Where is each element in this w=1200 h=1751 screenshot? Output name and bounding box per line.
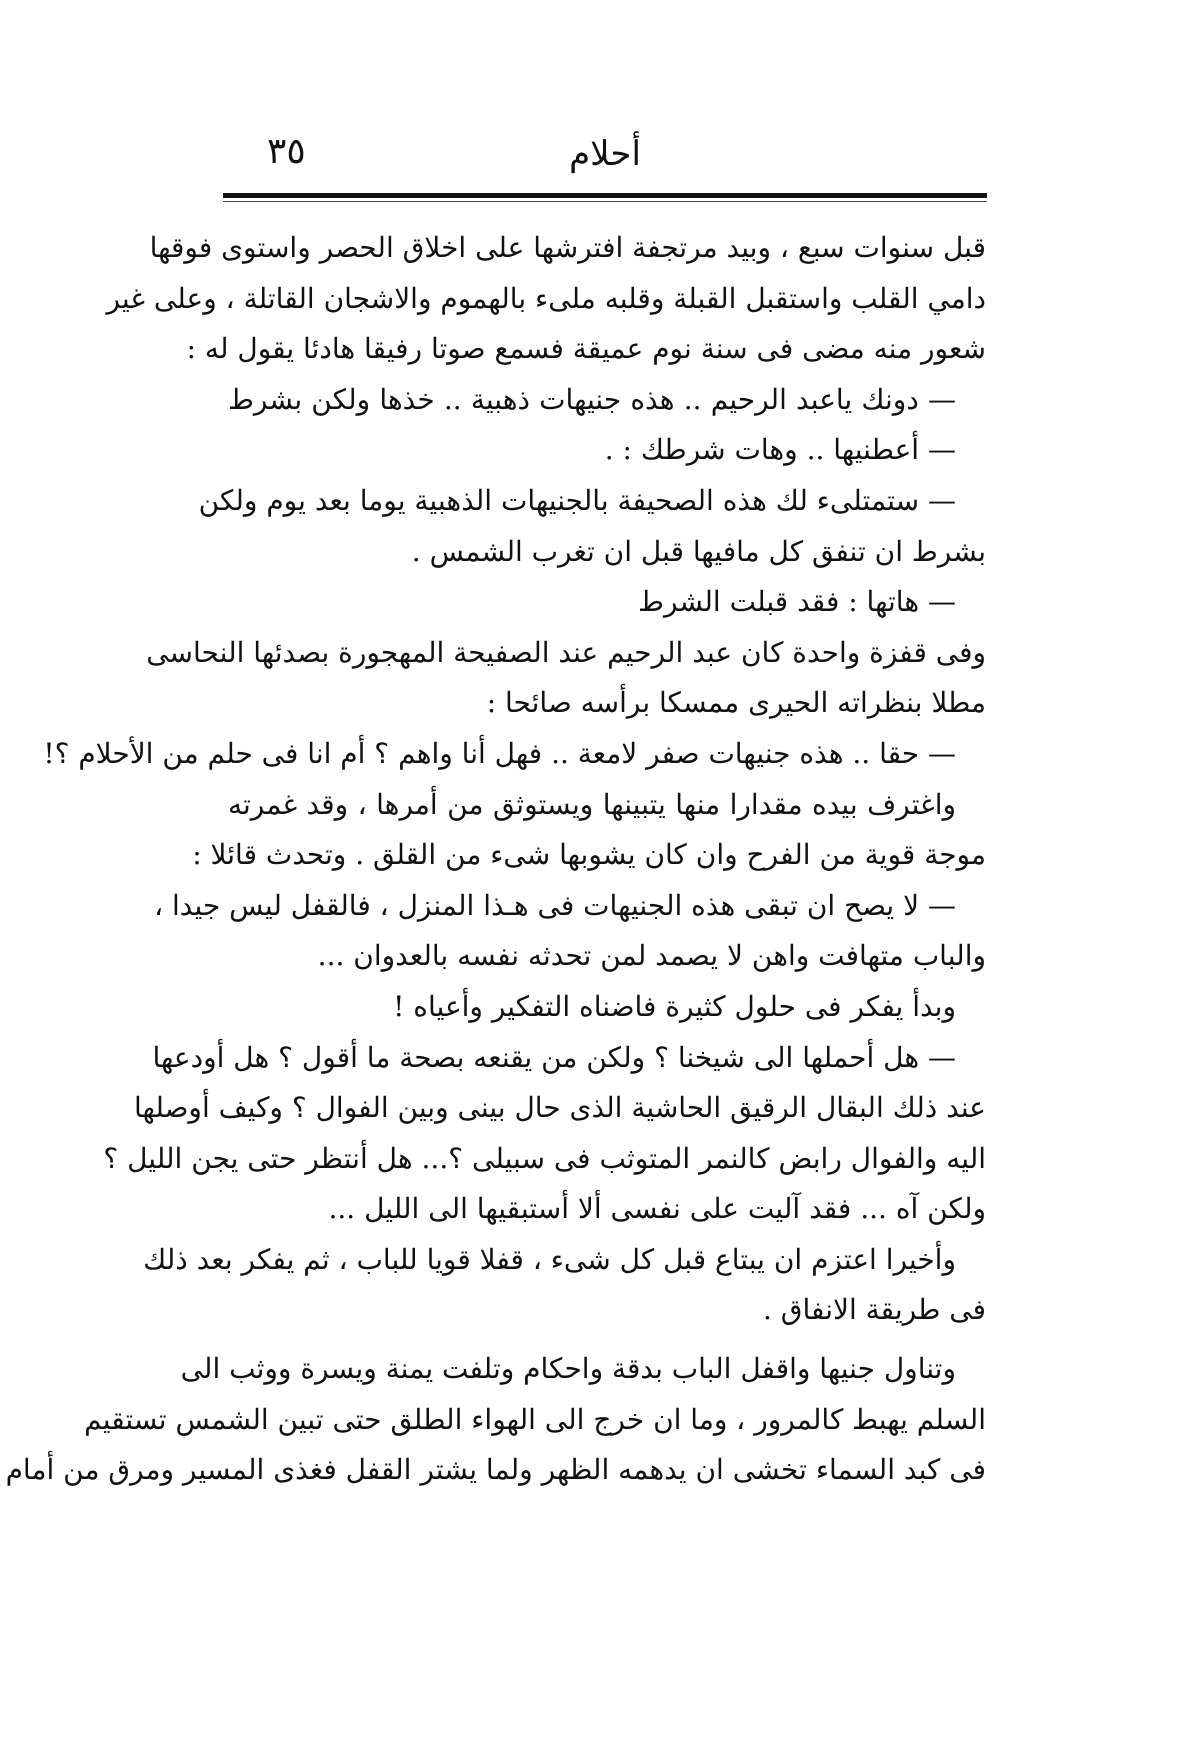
text-line: — ستمتلىء لك هذه الصحيفة بالجنيهات الذهبية يوما بعد يوم ولكن — [198, 483, 956, 517]
text-line: — هل أحملها الى شيخنا ؟ ولكن من يقنعه بصحة ما أقول ؟ هل أودعها — [152, 1040, 956, 1074]
header-rule-thick — [223, 193, 987, 198]
page-number: ٣٥ — [267, 131, 306, 172]
text-line: — هاتها : فقد قبلت الشرط — [638, 585, 956, 619]
paragraph-gap — [228, 1336, 986, 1344]
text-line: اليه والفوال رابض كالنمر المتوثب فى سبيلى ؟... هل أنتظر حتى يجن الليل ؟ — [103, 1141, 986, 1175]
text-line: السلم يهبط كالمرور ، وما ان خرج الى الهواء الطلق حتى تبين الشمس تستقيم — [84, 1402, 986, 1436]
text-line: قبل سنوات سبع ، وبيد مرتجفة افترشها على اخلاق الحصر واستوى فوقها — [149, 231, 986, 264]
text-line: وتناول جنيها واقفل الباب بدقة واحكام وتلفت يمنة ويسرة ووثب الى — [180, 1352, 956, 1386]
text-line: موجة قوية من الفرح وان كان يشوبها شىء من القلق . وتحدث قائلا : — [192, 838, 986, 872]
text-line: ولكن آه ... فقد آليت على نفسى ألا أستبقيها الى الليل ... — [328, 1192, 986, 1226]
text-line: مطلا بنظراته الحيرى ممسكا برأسه صائحا : — [486, 686, 986, 720]
text-line: دامي القلب واستقبل القبلة وقلبه ملىء بالهموم والاشجان القاتلة ، وعلى غير — [106, 281, 986, 315]
text-line: عند ذلك البقال الرقيق الحاشية الذى حال بينى وبين الفوال ؟ وكيف أوصلها — [133, 1091, 986, 1125]
text-line: بشرط ان تنفق كل مافيها قبل ان تغرب الشمس . — [411, 534, 986, 568]
text-line: والباب متهافت واهن لا يصمد لمن تحدثه نفسه بالعدوان ... — [317, 939, 986, 973]
page-header — [225, 128, 985, 188]
text-line: فى كبد السماء تخشى ان يدهمه الظهر ولما يشتر القفل فغذى المسير ومرق من أمام — [5, 1453, 986, 1487]
text-line: — لا يصح ان تبقى هذه الجنيهات فى هـذا المنزل ، فالقفل ليس جيدا ، — [154, 888, 956, 922]
header-rule-thin — [223, 201, 987, 202]
text-line: وأخيرا اعتزم ان يبتاع قبل كل شىء ، قفلا قويا للباب ، ثم يفكر بعد ذلك — [143, 1242, 956, 1276]
text-line: شعور منه مضى فى سنة نوم عميقة فسمع صوتا رفيقا هادئا يقول له : — [186, 332, 986, 366]
text-line: فى طريقة الانفاق . — [763, 1293, 986, 1327]
text-line: واغترف بيده مقدارا منها يتبينها ويستوثق من أمرها ، وقد غمرته — [228, 787, 956, 821]
text-line: — حقا .. هذه جنيهات صفر لامعة .. فهل أنا واهم ؟ أم انا فى حلم من الأحلام ؟! — [43, 736, 956, 770]
running-title: أحلام — [569, 134, 641, 174]
text-line: وبدأ يفكر فى حلول كثيرة فاضناه التفكير وأعياه ! — [393, 989, 956, 1023]
body-text — [5, 223, 986, 1496]
text-line: — أعطنيها .. وهات شرطك : . — [604, 433, 956, 467]
text-line: — دونك ياعبد الرحيم .. هذه جنيهات ذهبية .. خذها ولكن بشرط — [228, 382, 956, 416]
text-line: وفى قفزة واحدة كان عبد الرحيم عند الصفيحة المهجورة بصدئها النحاسى — [146, 635, 986, 669]
